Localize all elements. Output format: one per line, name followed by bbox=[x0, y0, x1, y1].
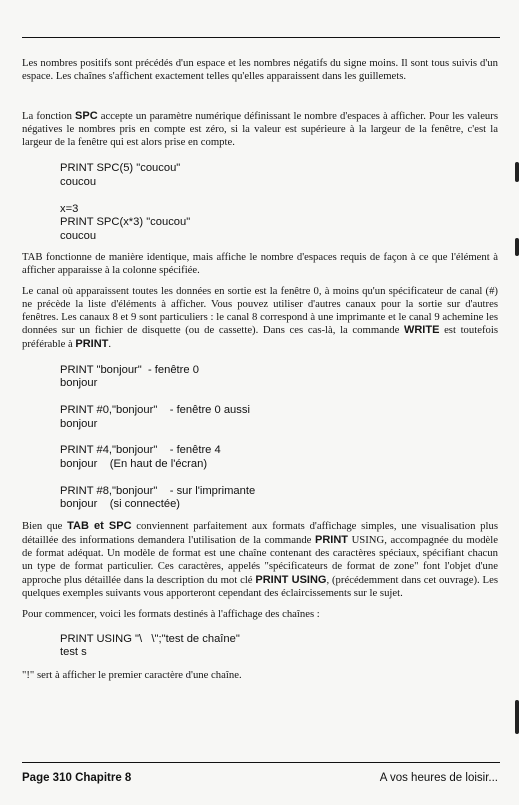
code-line: coucou bbox=[60, 175, 97, 188]
code-line: bonjour (En haut de l'écran) bbox=[60, 457, 208, 470]
code-line: bonjour bbox=[60, 417, 98, 430]
keyword: PRINT bbox=[75, 337, 109, 350]
paragraph-print-using: Bien que TAB et SPC conviennent parfaitement aux formats d'affichage simples, une visualisation plus détaillée des informations demandera l'utilisation de la commande PRINT USING, accompagnée du modèle de format adéquat. Un modèle de format est une chaîne contenant des caractères spéciaux, spécifiant chacun un type de format particulier. Ces caractères, appelés "spécificateurs de format de zone" font l'objet d'une approche plus détaillée dans la description du mot clé PRINT USING, (précédemment dans cet ouvrage). Les quelques exemples suivants vous apporteront cependant des éclaircissements sur le sujet. bbox=[22, 520, 498, 599]
paragraph-tab-function: TAB fonctionne de manière identique, mais affiche le nombre d'espaces requis de façon à ce que l'élément à afficher apparaisse à la colonne spécifiée. bbox=[22, 250, 498, 277]
code-example-channels bbox=[60, 364, 498, 511]
paragraph-exclamation-specifier: "!" sert à afficher le premier caractère d'une chaîne. bbox=[22, 669, 242, 682]
page-number-footer: Page 310 Chapitre 8 bbox=[22, 772, 132, 784]
code-line: PRINT #4,"bonjour" - fenêtre 4 bbox=[60, 444, 221, 457]
code-line: coucou bbox=[60, 229, 97, 242]
paragraph-number-format: Les nombres positifs sont précédés d'un espace et les nombres négatifs du signe moins. Il sont tous suivis d'un espace. Les chaînes s'affichent exactement telles qu'elles apparaissent dans les guillemets. bbox=[22, 57, 498, 83]
code-line bbox=[60, 471, 498, 484]
page-body bbox=[22, 57, 498, 683]
code-line: PRINT #8,"bonjour" - sur l'imprimante bbox=[60, 484, 256, 497]
paragraph-spc-function: La fonction SPC accepte un paramètre numérique définissant le nombre d'espaces à afficher. Pour les valeurs négatives le nombres pris en compte est zéro, si la valeur est supérieure à la largeur de la fenêtre, c'est la largeur de la fenêtre qui est alors prise en compte. bbox=[22, 109, 498, 149]
code-line: bonjour (si connectée) bbox=[60, 498, 181, 511]
code-line: PRINT "bonjour" - fenêtre 0 bbox=[60, 364, 199, 376]
book-title-footer: A vos heures de loisir... bbox=[379, 772, 498, 784]
scan-edge-mark bbox=[515, 700, 519, 734]
code-line: x=3 bbox=[60, 202, 79, 215]
code-example-print-using bbox=[60, 633, 498, 660]
scan-edge-mark bbox=[515, 238, 519, 256]
bottom-rule bbox=[22, 762, 500, 763]
code-line bbox=[60, 189, 498, 202]
code-line bbox=[60, 391, 498, 404]
paragraph-string-formats-intro: Pour commencer, voici les formats destinés à l'affichage des chaînes : bbox=[22, 608, 320, 621]
keyword: PRINT bbox=[315, 533, 348, 546]
code-line: bonjour bbox=[60, 377, 98, 390]
keyword: WRITE bbox=[403, 324, 440, 337]
top-rule bbox=[22, 37, 500, 38]
paragraph-output-channels: Le canal où apparaissent toutes les données en sortie est la fenêtre 0, à moins qu'un spécificateur de canal (#) ne précède la liste d'éléments à afficher. Vous pouvez utiliser d'autres canaux pour la sortie sur d'autres fenêtres. Les canaux 8 et 9 sont particuliers : le canal 8 correspond à une imprimante et le canal 9 achemine les données sur un fichier de disquette (ou de cassette). Dans ces cas-là, la commande WRITE est toutefois préférable à PRINT. bbox=[22, 284, 498, 350]
keyword: SPC bbox=[75, 109, 98, 122]
code-line: PRINT SPC(5) "coucou" bbox=[60, 162, 181, 175]
scan-edge-mark bbox=[515, 162, 519, 182]
code-line: PRINT SPC(x*3) "coucou" bbox=[60, 216, 191, 229]
code-line bbox=[60, 431, 498, 444]
keyword: TAB et SPC bbox=[67, 520, 132, 533]
code-line: PRINT #0,"bonjour" - fenêtre 0 aussi bbox=[60, 404, 250, 417]
keyword: PRINT USING bbox=[255, 573, 327, 586]
code-line: PRINT USING "\ \";"test de chaîne" bbox=[60, 632, 240, 645]
code-example-spc bbox=[60, 162, 498, 242]
code-line: test s bbox=[60, 645, 87, 658]
